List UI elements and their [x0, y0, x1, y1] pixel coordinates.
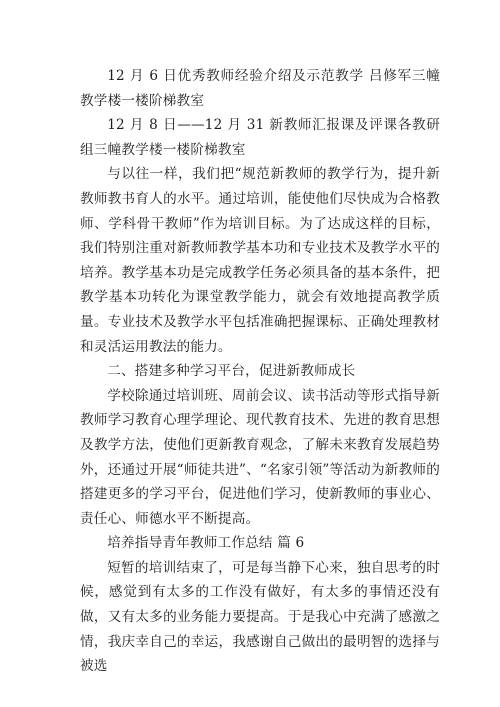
schedule-item-dec-6: 12 月 6 日优秀教师经验介绍及示范教学 吕修军三幢教学楼一楼阶梯教室	[80, 68, 440, 109]
body-paragraph-reflection: 短暂的培训结束了，可是每当静下心来，独自思考的时候，感觉到有太多的工作没有做好，有太多的事情还没有做，又有太多的业务能力要提高。于是我心中充满了感激之情，我庆幸自己的幸运，我感谢自己做出的最明智的选择与被选	[80, 559, 440, 675]
schedule-item-dec-8-31: 12 月 8 日——12 月 31 新教师汇报课及评课各教研组三幢教学楼一楼阶梯教室	[80, 117, 440, 158]
section-heading-platform: 二、搭建多种学习平台，促进新教师成长	[107, 363, 356, 380]
body-paragraph-training-goal: 与以往一样，我们把“规范新教师的教学行为，提升新教师教书育人的水平。通过培训，能使他们尽快成为合格教师、学科骨干教师”作为培训目标。为了达成这样的目标，我们特别注重对新教师教学基本功和专业技术及教学水平的培养。教学基本功是完成教学任务必须具备的基本条件，把教学基本功转化为课堂教学能力，就会有效地提高教学质量。专业技术及教学水平包括准确把握课标、正确处理教材和灵活运用教法的能力。	[80, 166, 440, 355]
article-title-part-6: 培养指导青年教师工作总结 篇 6	[107, 535, 305, 552]
body-paragraph-platform: 学校除通过培训班、周前会议、读书活动等形式指导新教师学习教育心理学理论、现代教育技术、先进的教育思想及教学方法，使他们更新教育观念，了解未来教育发展趋势外，还通过开展“师徒共进”、“名家引领”等活动为新教师的搭建更多的学习平台，促进他们学习，使新教师的事业心、责任心、师德水平不断提高。	[80, 387, 440, 527]
